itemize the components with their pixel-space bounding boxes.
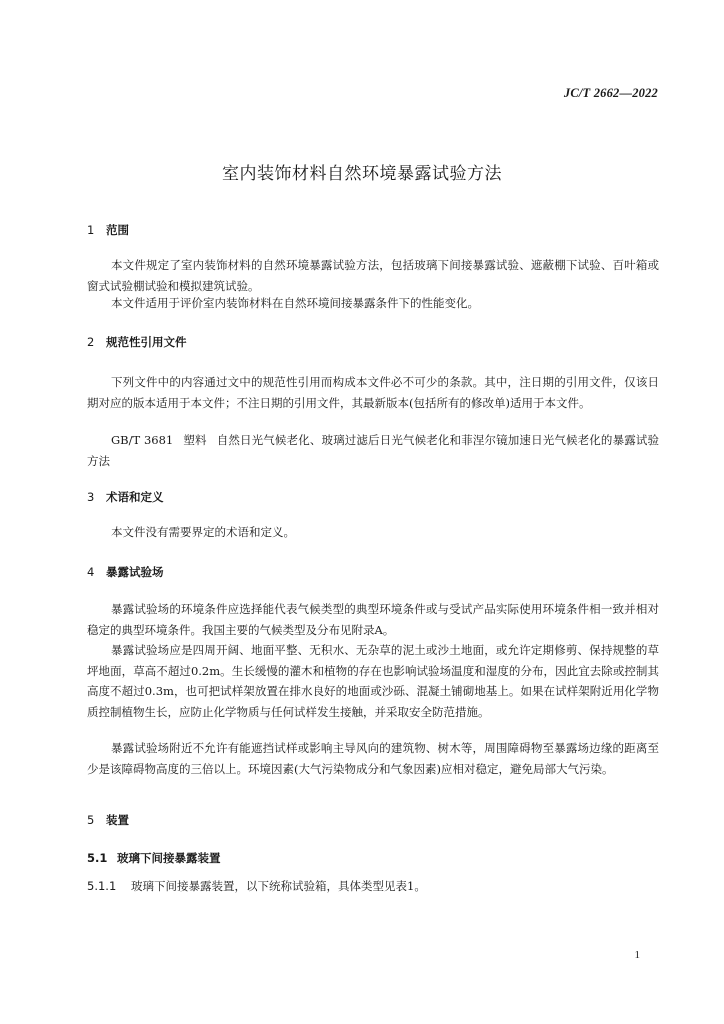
paragraph: 本文件规定了室内装饰材料的自然环境暴露试验方法，包括玻璃下间接暴露试验、遮蔽棚下试验、百叶箱或窗式试验棚试验和模拟建筑试验。 [87, 258, 659, 293]
section-number: 2 [87, 335, 95, 349]
subsection-heading [87, 850, 221, 866]
section-title: 暴露试验场 [106, 565, 164, 579]
reference-category: 塑料 [183, 433, 207, 447]
section-title: 规范性引用文件 [106, 335, 187, 349]
reference-entry [87, 430, 659, 471]
paragraph: 暴露试验场应是四周开阔、地面平整、无积水、无杂草的泥土或沙土地面，或允许定期修剪、保持规整的草坪地面，草高不超过0.2m。生长缓慢的灌木和植物的存在也影响试验场温度和湿度的分布，因此宜去除或控制其高度不超过0.3m，也可把试样架放置在排水良好的地面或沙砾、混凝土铺砌地基上。如果在试样架附近用化学物质控制植物生长，应防止化学物质与任何试样发生接触，并采取安全防范措施。 [87, 643, 659, 719]
section-number: 4 [87, 565, 95, 579]
section-heading-terms [87, 489, 164, 505]
section-heading-scope [87, 222, 129, 238]
paragraph: 暴露试验场的环境条件应选择能代表气候类型的典型环境条件或与受试产品实际使用环境条件相一致并相对稳定的典型环境条件。我国主要的气候类型及分布见附录A。 [87, 602, 659, 637]
paragraph: 下列文件中的内容通过文中的规范性引用而构成本文件必不可少的条款。其中，注日期的引用文件，仅该日期对应的版本适用于本文件；不注日期的引用文件，其最新版本(包括所有的修改单)适用于本文件。 [87, 375, 659, 410]
standard-code: JC/T 2662—2022 [563, 86, 658, 100]
clause-text: 玻璃下间接暴露装置，以下统称试验箱，具体类型见表1。 [131, 879, 426, 893]
section-heading-exposure-site [87, 564, 164, 580]
section-number: 1 [87, 223, 95, 237]
section-heading-apparatus [87, 812, 129, 828]
section-number: 3 [87, 490, 95, 504]
reference-code: GB/T 3681 [111, 433, 174, 447]
paragraph: 本文件没有需要界定的术语和定义。 [111, 525, 295, 539]
subsection-title: 玻璃下间接暴露装置 [117, 851, 221, 865]
clause [87, 876, 659, 897]
section-title: 术语和定义 [106, 490, 164, 504]
document-title: 室内装饰材料自然环境暴露试验方法 [222, 164, 502, 184]
subsection-number: 5.1 [87, 851, 108, 865]
section-title: 装置 [106, 813, 129, 827]
clause-number: 5.1.1 [87, 879, 117, 893]
section-title: 范围 [106, 223, 129, 237]
section-number: 5 [87, 813, 95, 827]
reference-title: 自然日光气候老化、玻璃过滤后日光气候老化和菲涅尔镜加速日光气候老化的暴露试验方法 [87, 433, 659, 468]
page-number: 1 [634, 949, 640, 961]
paragraph: 暴露试验场附近不允许有能遮挡试样或影响主导风向的建筑物、树木等，周围障碍物至暴露场边缘的距离至少是该障碍物高度的三倍以上。环境因素(大气污染物成分和气象因素)应相对稳定，避免局部大气污染。 [87, 741, 659, 776]
paragraph: 本文件适用于评价室内装饰材料在自然环境间接暴露条件下的性能变化。 [111, 296, 479, 310]
section-heading-normative-references [87, 334, 187, 350]
